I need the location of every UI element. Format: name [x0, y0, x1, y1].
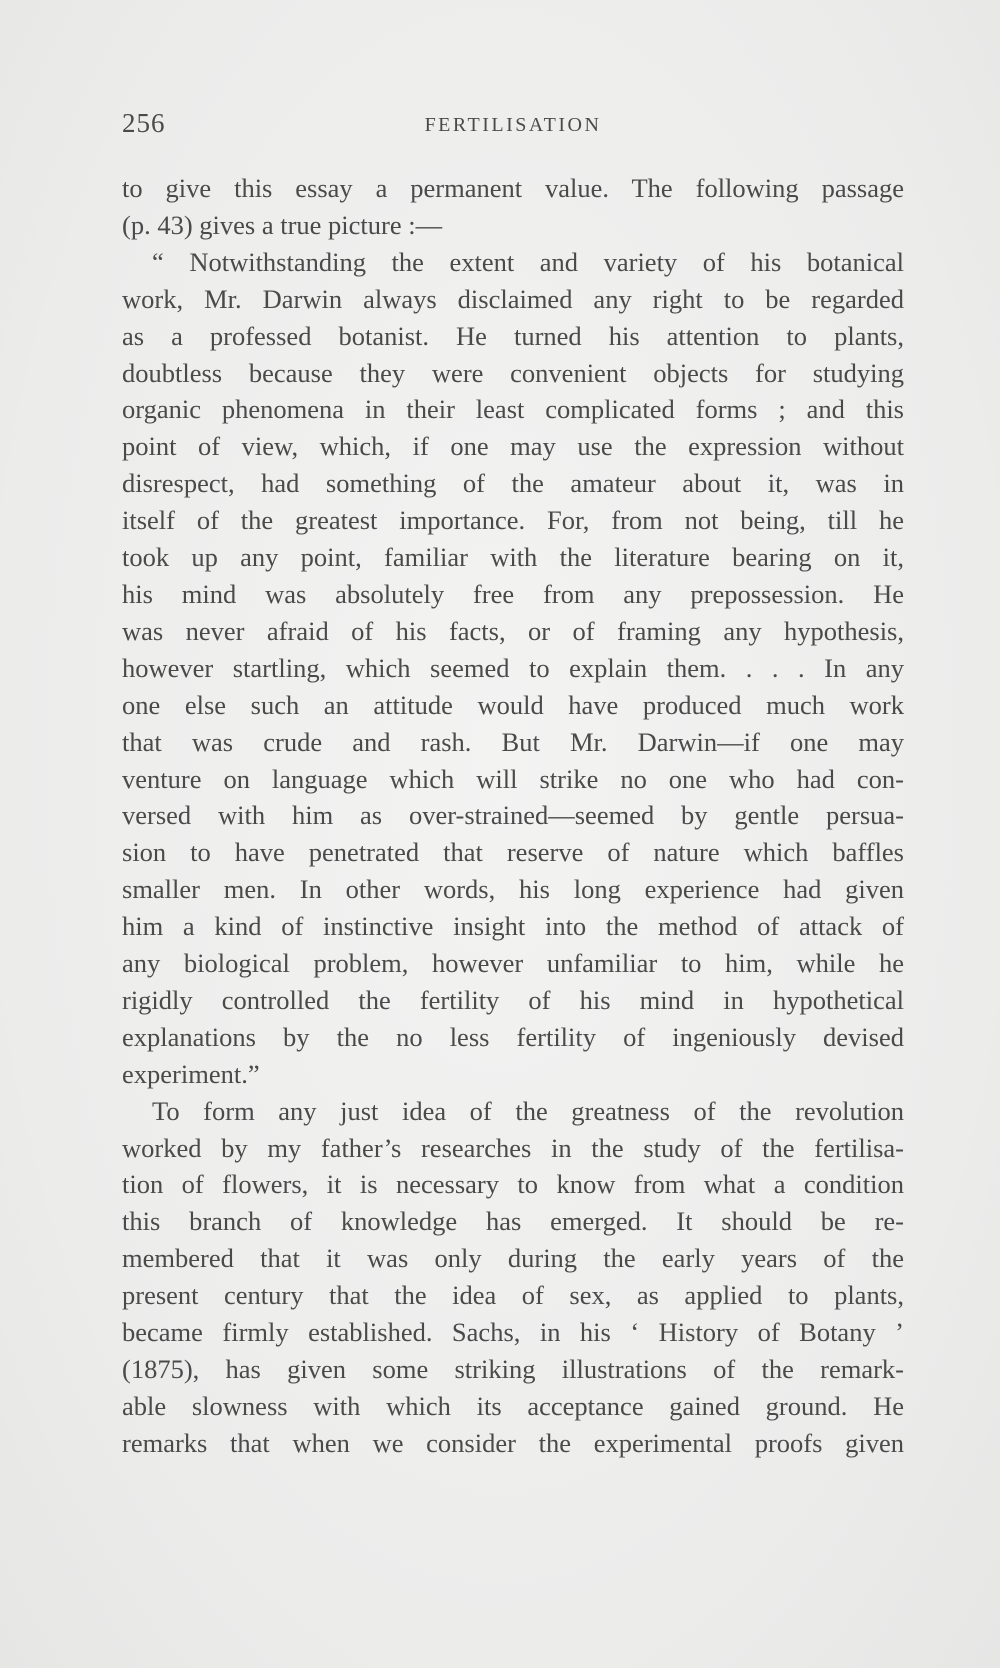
text-line: venture on language which will strike no one who had con-: [122, 763, 904, 794]
page-header: [122, 108, 904, 144]
text-line: smaller men. In other words, his long experience had given: [122, 874, 904, 905]
text-line: (p. 43) gives a true picture :—: [122, 209, 443, 240]
text-line: one else such an attitude would have produced much work: [122, 689, 904, 720]
text-line: “ Notwithstanding the extent and variety of his botanical: [152, 246, 904, 277]
text-line: sion to have penetrated that reserve of nature which baffles: [122, 837, 904, 868]
text-line: became firmly established. Sachs, in his ‘ History of Botany ’: [122, 1317, 904, 1348]
text-line: To form any just idea of the greatness of the revolution: [152, 1095, 904, 1126]
text-line: however startling, which seemed to explain them. . . . In any: [122, 652, 904, 683]
text-line: rigidly controlled the fertility of his mind in hypothetical: [122, 984, 904, 1015]
text-line: any biological problem, however unfamiliar to him, while he: [122, 948, 904, 979]
text-line: took up any point, familiar with the literature bearing on it,: [122, 542, 904, 573]
text-line: versed with him as over-strained—seemed by gentle persua-: [122, 800, 904, 831]
text-line: remarks that when we consider the experimental proofs given: [122, 1427, 904, 1458]
page-number: 256: [122, 108, 166, 138]
text-line: disrespect, had something of the amateur about it, was in: [122, 468, 904, 499]
text-line: able slowness with which its acceptance gained ground. He: [122, 1390, 904, 1421]
text-line: him a kind of instinctive insight into the method of attack of: [122, 911, 904, 942]
body-text: [122, 170, 904, 1462]
text-line: membered that it was only during the early years of the: [122, 1243, 904, 1274]
text-line: was never afraid of his facts, or of framing any hypothesis,: [122, 615, 904, 646]
text-line: worked by my father’s researches in the study of the fertilisa-: [122, 1132, 904, 1163]
text-line: point of view, which, if one may use the expression without: [122, 431, 904, 462]
text-line: that was crude and rash. But Mr. Darwin—if one may: [122, 726, 904, 757]
text-line: tion of flowers, it is necessary to know from what a condition: [122, 1169, 904, 1200]
running-head: FERTILISATION: [424, 114, 602, 136]
text-line: experiment.”: [122, 1058, 260, 1089]
text-line: (1875), has given some striking illustrations of the remark-: [122, 1354, 904, 1384]
text-line: work, Mr. Darwin always disclaimed any right to be regarded: [122, 283, 904, 314]
text-line: his mind was absolutely free from any prepossession. He: [122, 578, 904, 609]
text-line: this branch of knowledge has emerged. It should be re-: [122, 1206, 904, 1237]
text-line: explanations by the no less fertility of ingeniously devised: [122, 1021, 904, 1052]
text-line: to give this essay a permanent value. The following passage: [122, 173, 904, 203]
text-line: present century that the idea of sex, as applied to plants,: [122, 1280, 904, 1311]
text-line: itself of the greatest importance. For, from not being, till he: [122, 505, 904, 536]
text-line: doubtless because they were convenient objects for studying: [122, 357, 904, 388]
text-line: as a professed botanist. He turned his attention to plants,: [122, 320, 904, 351]
text-line: organic phenomena in their least complicated forms ; and this: [122, 394, 904, 425]
